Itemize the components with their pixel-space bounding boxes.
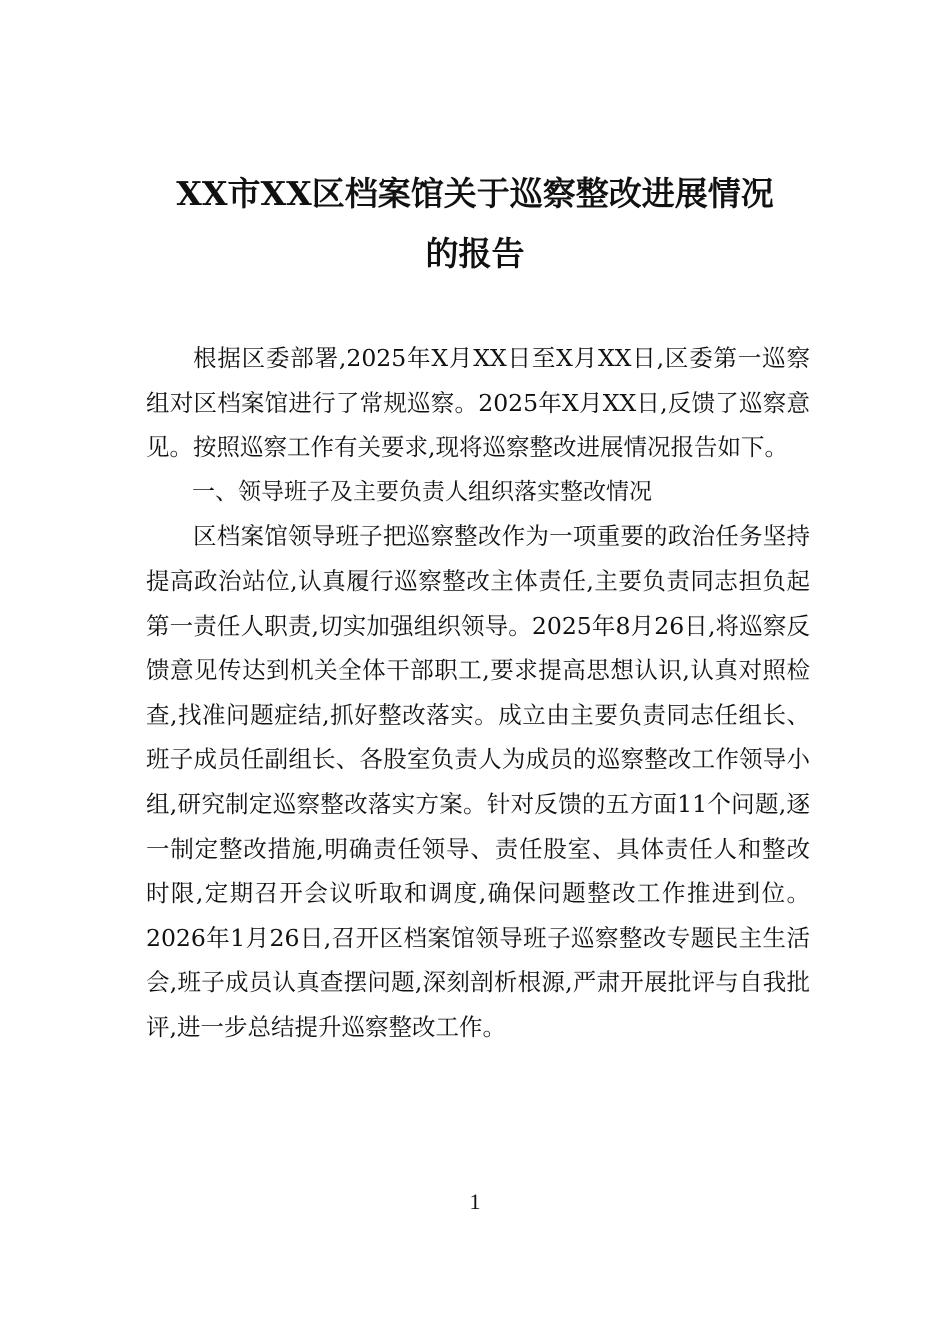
title-line-1: XX市XX区档案馆关于巡察整改进展情况 <box>176 174 774 213</box>
intro-paragraph: 根据区委部署,2025年X月XX日至X月XX日,区委第一巡察组对区档案馆进行了常规巡察。2025年X月XX日,反馈了巡察意见。按照巡察工作有关要求,现将巡察整改进展情况报告如下。 <box>146 344 810 462</box>
section-1-paragraph: 区档案馆领导班子把巡察整改作为一项重要的政治任务坚持提高政治站位,认真履行巡察整改主体责任,主要负责同志担负起第一责任人职责,切实加强组织领导。2025年8月26日,将巡察反馈意见传达到机关全体干部职工,要求提高思想认识,认真对照检查,找准问题症结,抓好整改落实。成立由主要负责同志任组长、班子成员任副组长、各股室负责人为成员的巡察整改工作领导小组,研究制定巡察整改落实方案。针对反馈的五方面11个问题,逐一制定整改措施,明确责任领导、责任股室、具体责任人和整改时限,定期召开会议听取和调度,确保问题整改工作推进到位。2026年1月26日,召开区档案馆领导班子巡察整改专题民主生活会,班子成员认真查摆问题,深刻剖析根源,严肃开展批评与自我批评,进一步总结提升巡察整改工作。 <box>146 522 810 1041</box>
document-title <box>140 164 810 284</box>
document-body <box>146 336 810 1050</box>
page-number: 1 <box>469 1189 481 1214</box>
section-heading-1: 一、领导班子及主要负责人组织落实整改情况 <box>192 478 652 505</box>
title-line-2: 的报告 <box>425 234 525 273</box>
